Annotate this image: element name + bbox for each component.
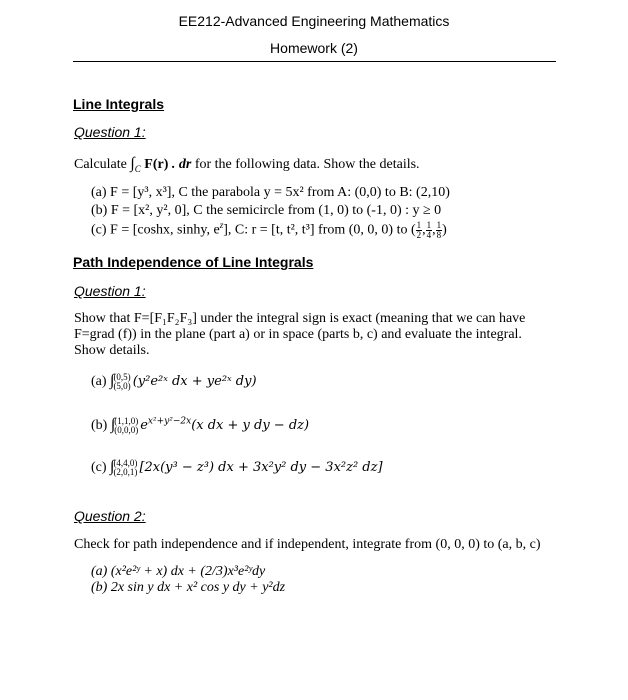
problem-item-c: (c) F = [coshx, sinhy, $e^z$], C: r = [t, t², t³] from (0, 0, 0) to ( $\frac{1}{2}$ , $\frac{1}{4}$ , $\frac{1}{8}$ ) bbox=[91, 220, 447, 240]
integral-sign: ∫ bbox=[110, 372, 115, 389]
integral-sign: ∫ bbox=[110, 458, 115, 475]
problem-item-b: (b) F = [x², y², 0], C the semicircle from (1, 0) to (-1, 0) : y ≥ 0 bbox=[91, 203, 442, 218]
item-c-end: ) bbox=[442, 222, 447, 238]
question-label: Question 1: bbox=[74, 124, 146, 140]
document-title: EE212-Advanced Engineering Mathematics bbox=[178, 13, 450, 29]
section-heading-line-integrals: Line Integrals bbox=[73, 96, 165, 112]
question-prompt bbox=[74, 156, 420, 173]
problem-item-b bbox=[91, 416, 309, 435]
problem-item-a: (a) F = [y³, x³], C the parabola y = 5x² from A: (0,0) to B: (2,10) bbox=[91, 185, 450, 200]
integral-sign: ∫ bbox=[130, 155, 135, 172]
problem-item-c bbox=[91, 458, 383, 477]
item-label: (a) bbox=[91, 374, 111, 389]
item-c-prefix: (c) F = [coshx, sinhy, e bbox=[91, 222, 220, 238]
item-label: (b) bbox=[91, 418, 111, 433]
item-c-middle: ], C: r = [t, t², t³] from (0, 0, 0) to ( bbox=[223, 222, 416, 238]
header-divider bbox=[73, 61, 556, 62]
integral-limits: (0,5) (5,0) bbox=[113, 371, 131, 391]
prompt-differential: . dr bbox=[168, 157, 192, 172]
question-text-line: Check for path independence and if independent, integrate from (0, 0, 0) to (a, b, c) bbox=[74, 537, 541, 552]
integral-expression: (y²e²ˣ dx + ye²ˣ dy) bbox=[132, 374, 257, 389]
fraction: $\frac{1}{4}$ bbox=[426, 220, 432, 240]
question-label: Question 1: bbox=[74, 283, 146, 299]
item-label: (c) bbox=[91, 460, 111, 475]
integral-limits: (1,1,0) (0,0,0) bbox=[114, 415, 139, 435]
problem-item-a: (a) (x²e²ʸ + x) dx + (2/3)x³e²ʸdy bbox=[91, 564, 266, 579]
prompt-text-after: for the following data. Show the details. bbox=[191, 157, 420, 172]
item-c-exponent: z bbox=[219, 220, 224, 231]
integral-expression: (x dx + y dy − dz) bbox=[191, 418, 310, 433]
integral-exp-base: e bbox=[140, 418, 148, 433]
problem-item-a bbox=[91, 372, 257, 391]
fraction: $\frac{1}{2}$ bbox=[416, 220, 422, 240]
question-text-line: Show that F=[F₁F₂F₃] under the integral sign is exact (meaning that we can have bbox=[74, 311, 526, 326]
problem-item-b: (b) 2x sin y dx + x² cos y dy + y²dz bbox=[91, 580, 286, 595]
integral-expression: [2x(y³ − z³) dx + 3x²y² dy − 3x²z² dz] bbox=[139, 460, 383, 475]
question-label: Question 2: bbox=[74, 508, 146, 524]
integral-exponent: x²+y²−2x bbox=[147, 416, 192, 427]
question-text-line: F=grad (f)) in the plane (part a) or in space (parts b, c) and evaluate the integral. bbox=[74, 327, 522, 342]
prompt-text-before: Calculate bbox=[74, 157, 131, 172]
integral-limits: (4,4,0) (2,0,1) bbox=[113, 457, 138, 477]
document-subtitle: Homework (2) bbox=[270, 40, 358, 56]
integral-subscript: C bbox=[134, 163, 141, 174]
question-text-line: Show details. bbox=[74, 343, 150, 358]
prompt-vector-field: F(r) bbox=[140, 157, 169, 172]
section-heading-path-independence: Path Independence of Line Integrals bbox=[73, 254, 314, 270]
fraction: $\frac{1}{8}$ bbox=[436, 220, 442, 240]
integral-sign: ∫ bbox=[110, 416, 116, 433]
